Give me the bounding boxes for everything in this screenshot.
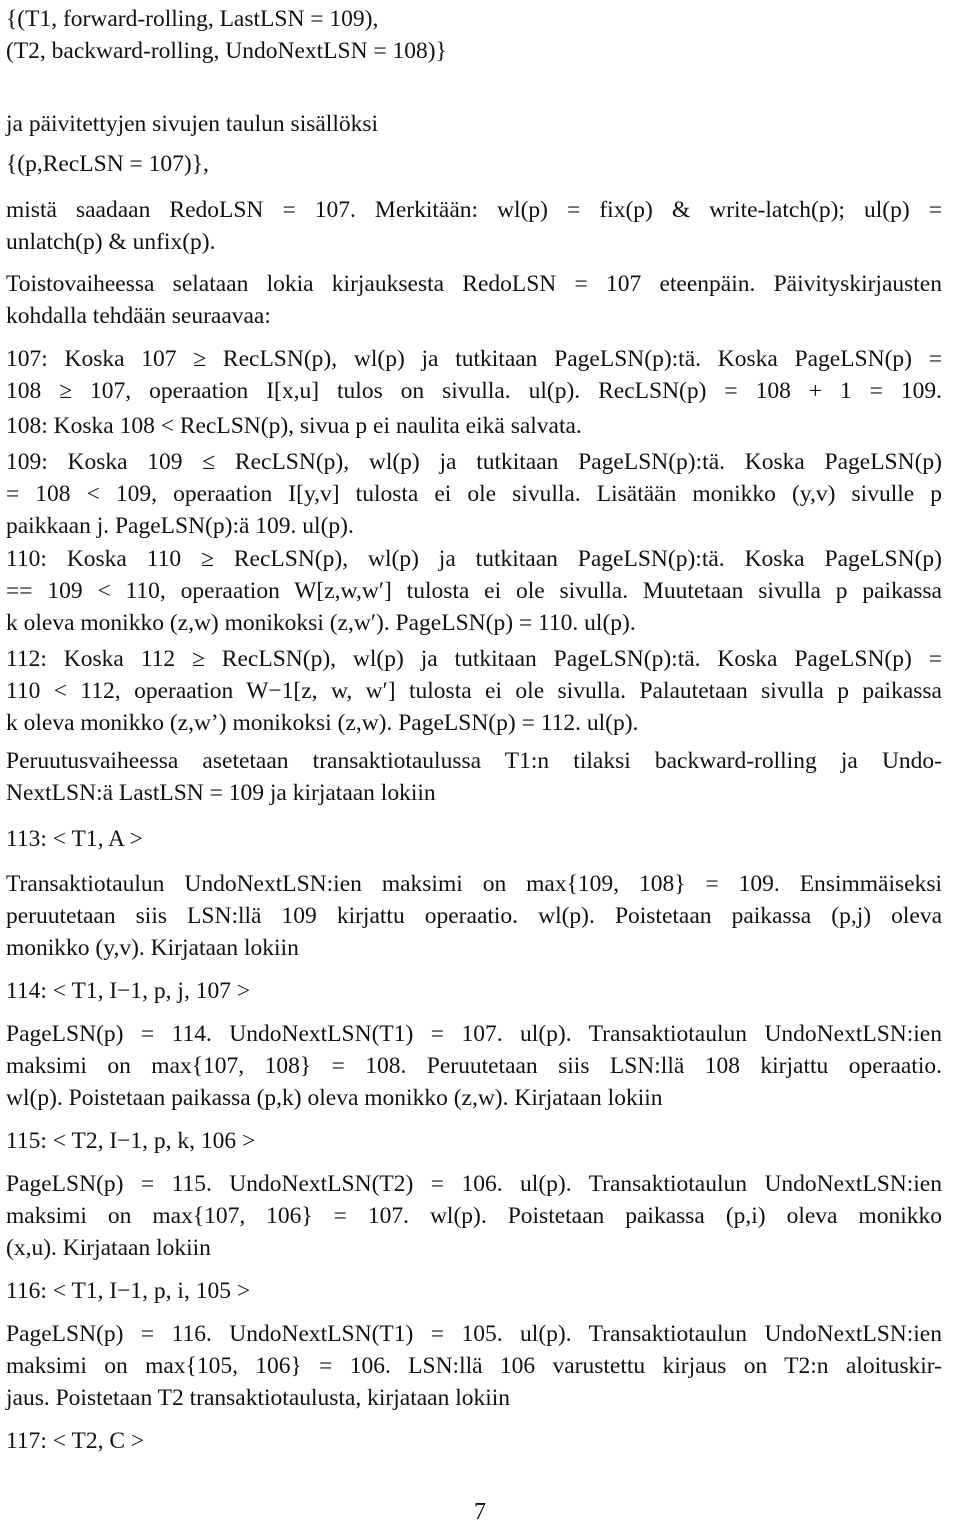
text-line: wl(p). Poistetaan paikassa (p,k) oleva monikko (z,w). Kirjataan lokiin <box>6 1085 663 1111</box>
text-line: Toistovaiheessa selataan lokia kirjauksesta RedoLSN = 107 eteenpäin. Päivityskirjausten <box>6 271 942 297</box>
text-line: maksimi on max{107, 108} = 108. Peruutetaan siis LSN:llä 108 kirjattu operaatio. <box>6 1053 942 1079</box>
text-line: maksimi on max{105, 106} = 106. LSN:llä 106 varustettu kirjaus on T2:n aloituskir- <box>6 1353 942 1379</box>
text-line: == 109 < 110, operaation W[z,w,w′] tulosta ei ole sivulla. Muutetaan sivulla p paikassa <box>6 578 942 604</box>
text-line: 108: Koska 108 < RecLSN(p), sivua p ei naulita eikä salvata. <box>6 413 582 439</box>
text-line: 113: < T1, A > <box>6 826 143 852</box>
text-line: 107: Koska 107 ≥ RecLSN(p), wl(p) ja tutkitaan PageLSN(p):tä. Koska PageLSN(p) = <box>6 346 942 372</box>
text-line: 112: Koska 112 ≥ RecLSN(p), wl(p) ja tutkitaan PageLSN(p):tä. Koska PageLSN(p) = <box>6 646 942 672</box>
text-line: 117: < T2, C > <box>6 1428 145 1454</box>
text-line: ja päivitettyjen sivujen taulun sisällöksi <box>6 111 379 137</box>
text-line: 115: < T2, I−1, p, k, 106 > <box>6 1128 256 1154</box>
text-line: k oleva monikko (z,w’) monikoksi (z,w). PageLSN(p) = 112. ul(p). <box>6 710 639 736</box>
text-line: = 108 < 109, operaation I[y,v] tulosta ei ole sivulla. Lisätään monikko (y,v) sivulle p <box>6 481 942 507</box>
text-line: paikkaan j. PageLSN(p):ä 109. ul(p). <box>6 513 354 539</box>
text-line: unlatch(p) & unfix(p). <box>6 229 216 255</box>
text-line: jaus. Poistetaan T2 transaktiotaulusta, kirjataan lokiin <box>6 1385 511 1411</box>
text-line: peruutetaan siis LSN:llä 109 kirjattu operaatio. wl(p). Poistetaan paikassa (p,j) oleva <box>6 903 942 929</box>
text-line: PageLSN(p) = 115. UndoNextLSN(T2) = 106. ul(p). Transaktiotaulun UndoNextLSN:ien <box>6 1171 942 1197</box>
text-line: k oleva monikko (z,w) monikoksi (z,w′). PageLSN(p) = 110. ul(p). <box>6 610 636 636</box>
text-line: 110: Koska 110 ≥ RecLSN(p), wl(p) ja tutkitaan PageLSN(p):tä. Koska PageLSN(p) <box>6 546 942 572</box>
text-line: {(T1, forward-rolling, LastLSN = 109), <box>6 6 379 32</box>
page-number: 7 <box>474 1499 486 1525</box>
text-line: 108 ≥ 107, operaation I[x,u] tulos on sivulla. ul(p). RecLSN(p) = 108 + 1 = 109. <box>6 378 942 404</box>
text-line: Transaktiotaulun UndoNextLSN:ien maksimi on max{109, 108} = 109. Ensimmäiseksi <box>6 871 942 897</box>
text-line: PageLSN(p) = 114. UndoNextLSN(T1) = 107. ul(p). Transaktiotaulun UndoNextLSN:ien <box>6 1021 942 1047</box>
text-line: PageLSN(p) = 116. UndoNextLSN(T1) = 105. ul(p). Transaktiotaulun UndoNextLSN:ien <box>6 1321 942 1347</box>
text-line: maksimi on max{107, 106} = 107. wl(p). Poistetaan paikassa (p,i) oleva monikko <box>6 1203 942 1229</box>
text-line: mistä saadaan RedoLSN = 107. Merkitään: wl(p) = fix(p) & write-latch(p); ul(p) = <box>6 197 942 223</box>
text-line: 109: Koska 109 ≤ RecLSN(p), wl(p) ja tutkitaan PageLSN(p):tä. Koska PageLSN(p) <box>6 449 942 475</box>
text-line: {(p,RecLSN = 107)}, <box>6 151 209 177</box>
text-line: 114: < T1, I−1, p, j, 107 > <box>6 978 251 1004</box>
text-line: NextLSN:ä LastLSN = 109 ja kirjataan lokiin <box>6 780 436 806</box>
text-line: Peruutusvaiheessa asetetaan transaktiotaulussa T1:n tilaksi backward-rolling ja Undo- <box>6 748 942 774</box>
text-line: (x,u). Kirjataan lokiin <box>6 1235 211 1261</box>
text-line: kohdalla tehdään seuraavaa: <box>6 303 271 329</box>
text-line: monikko (y,v). Kirjataan lokiin <box>6 935 299 961</box>
text-line: 110 < 112, operaation W−1[z, w, w′] tulosta ei ole sivulla. Palautetaan sivulla p paikassa <box>6 678 942 704</box>
text-line: (T2, backward-rolling, UndoNextLSN = 108)} <box>6 38 447 64</box>
text-line: 116: < T1, I−1, p, i, 105 > <box>6 1278 251 1304</box>
